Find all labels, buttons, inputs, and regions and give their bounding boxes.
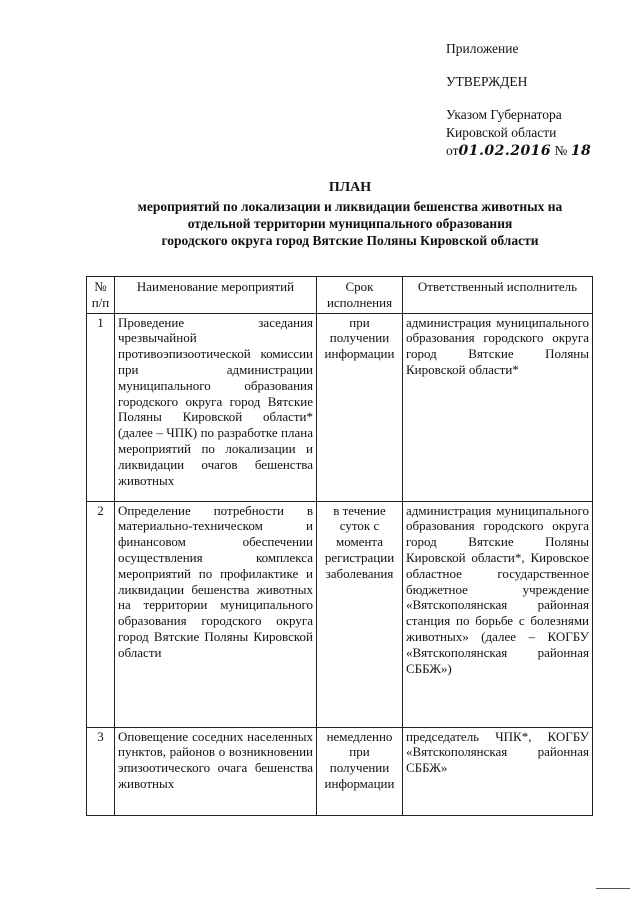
decree-line-1: Указом Губернатора — [446, 107, 562, 122]
page-edge-mark — [596, 888, 630, 889]
header-term: Срок исполнения — [317, 277, 403, 314]
row-name: Определение потребности в материально-техническом и финансовом обеспечении осуществления комплекса мероприятий по профилактике и ликвидации бешенства животных на территории муниципального образования городского округа город Вятские Поляны Кировской области — [115, 501, 317, 727]
row-number: 3 — [87, 727, 115, 815]
title-heading: ПЛАН — [328, 180, 372, 195]
title-line-3: городского округа город Вятские Поляны Кировской области — [161, 233, 539, 248]
row-term: при получении информации — [317, 313, 403, 501]
handwritten-number: 18 — [570, 143, 592, 159]
handwritten-date: 01.02.2016 — [458, 143, 552, 159]
table-row — [87, 501, 593, 727]
row-responsible: председатель ЧПК*, КОГБУ «Вятскополянская районная СББЖ» — [403, 727, 593, 815]
row-number: 1 — [87, 313, 115, 501]
decree-line-2: Кировской области — [446, 125, 557, 140]
title-line-2: отдельной территории муниципального образования — [187, 216, 513, 231]
row-name: Оповещение соседних населенных пунктов, районов о возникновении эпизоотического очага бешенства животных — [115, 727, 317, 815]
approved-label: УТВЕРЖДЕН — [446, 74, 528, 89]
table-row — [87, 313, 593, 501]
document-title — [60, 179, 640, 249]
decree-date-line — [446, 142, 591, 160]
date-prefix: от — [446, 143, 459, 158]
table-header-row — [87, 277, 593, 314]
header-responsible: Ответственный исполнитель — [403, 277, 593, 314]
row-responsible: администрация муниципального образования городского округа город Вятские Поляны Кировской области*, Кировское областное государственное бюджетное учреждение «Вятскополянская районная станция по борьбе с болезнями животных» (далее – КОГБУ «Вятскополянская районная СББЖ») — [403, 501, 593, 727]
table-row — [87, 727, 593, 815]
row-responsible: администрация муниципального образования городского округа город Вятские Поляны Кировской области* — [403, 313, 593, 501]
title-line-1: мероприятий по локализации и ликвидации бешенства животных на — [137, 199, 563, 214]
header-number: № п/п — [87, 277, 115, 314]
row-name: Проведение заседания чрезвычайной противоэпизоотической комиссии при администрации муниципального образования городского округа город Вятские Поляны Кировской области* (далее – ЧПК) по разработке плана мероприятий по локализации и ликвидации очагов бешенства животных — [115, 313, 317, 501]
row-term: в течение суток с момента регистрации заболевания — [317, 501, 403, 727]
number-prefix: № — [554, 143, 568, 158]
row-number: 2 — [87, 501, 115, 727]
plan-table — [86, 276, 593, 816]
header-name: Наименование мероприятий — [115, 277, 317, 314]
approval-block — [446, 40, 591, 160]
row-term: немедленно при получении информации — [317, 727, 403, 815]
appendix-label: Приложение — [446, 41, 519, 56]
